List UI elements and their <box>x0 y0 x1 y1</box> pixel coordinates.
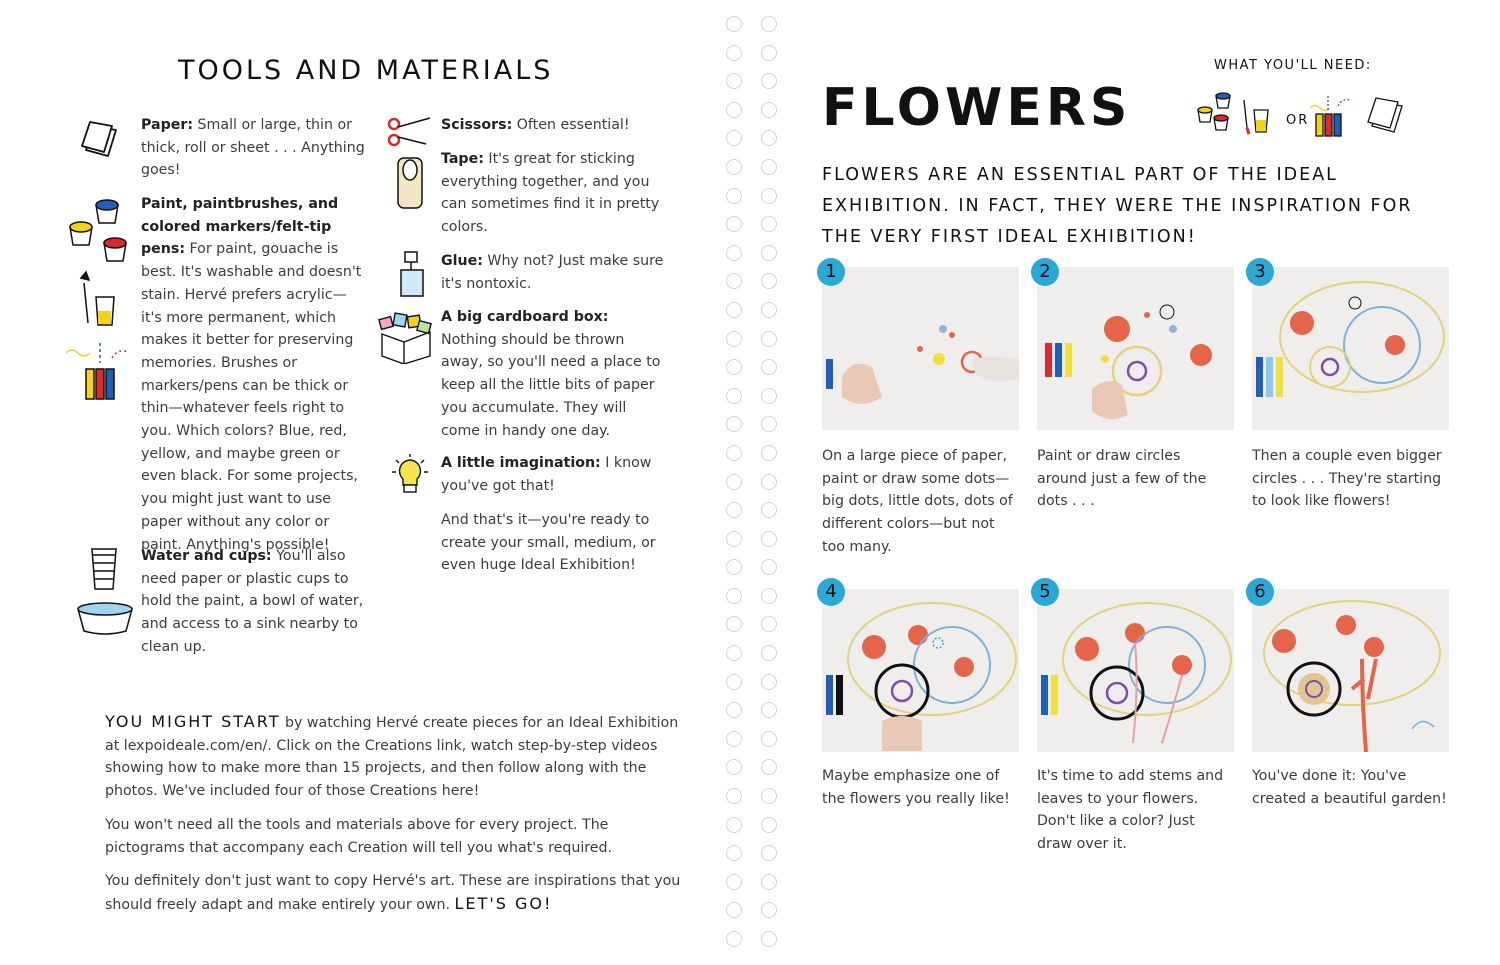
material-glue-text: Glue: Why not? Just make sure it's nontoxic. <box>441 253 664 292</box>
step-5-badge: 5 <box>1031 578 1059 606</box>
glue-icon <box>396 250 428 298</box>
copy-paragraph: You definitely don't just want to copy Hervé's art. These are inspirations that you should freely adapt and make entirely your own. LET'S GO! <box>105 873 681 913</box>
step-5-illustration <box>1037 589 1234 752</box>
lets-go: LET'S GO! <box>454 893 553 913</box>
step-1-caption: On a large piece of paper, paint or draw some dots—big dots, little dots, dots of different colors—but not too many. <box>822 448 1013 555</box>
step-4-caption: Maybe emphasize one of the flowers you really like! <box>822 768 1010 807</box>
flowers-title: FLOWERS <box>822 78 1132 138</box>
material-paper-text: Paper: Small or large, thin or thick, roll or sheet . . . Anything goes! <box>141 117 365 179</box>
start-heading: YOU MIGHT START <box>105 712 281 731</box>
or-label: OR <box>1286 113 1310 128</box>
step-5-caption: It's time to add stems and leaves to your flowers. Don't like a color? Just draw over it. <box>1037 768 1224 853</box>
step-4-photo <box>822 589 1019 752</box>
step-2-illustration <box>1037 267 1234 430</box>
material-paint-text: Paint, paintbrushes, and colored markers/felt-tip pens: For paint, gouache is best. It's washable and doesn't stain. Hervé prefers acrylic—it's more permanent, which makes it better for preserving memories. Brushes or markers/pens can be thick or thin—whatever feels right to you. Which colors? Blue, red, yellow, and maybe green or even black. For some projects, you might just want to use paper without any color or paint. Anything's possible! <box>141 196 362 553</box>
step-1-illustration <box>822 267 1019 430</box>
pictograms-paragraph: You won't need all the tools and materials above for every project. The pictograms that accompany each Creation will tell you what's required. <box>105 816 613 856</box>
step-3-badge: 3 <box>1246 258 1274 286</box>
step-6-caption: You've done it: You've created a beautiful garden! <box>1252 768 1447 807</box>
step-6-photo <box>1252 589 1449 752</box>
step-1-photo <box>822 267 1019 430</box>
material-tape-text: Tape: It's great for sticking everything together, and you can sometimes find it in pretty colors. <box>441 151 660 236</box>
start-paragraph: YOU MIGHT START by watching Hervé create pieces for an Ideal Exhibition at lexpoideale.com/en/. Click on the Creations link, watch step-by-step videos showing how to make more than 15 projects, and then follow along with the photos. We've included four of those Creations here! <box>105 712 679 800</box>
step-6-illustration <box>1252 589 1449 752</box>
paper-stack-icon <box>80 116 120 160</box>
tools-title: TOOLS AND MATERIALS <box>178 55 554 86</box>
markers-paper-icon <box>1310 92 1410 140</box>
cups-bowl-icon <box>74 545 136 640</box>
start-section <box>105 711 690 928</box>
step-2-photo <box>1037 267 1234 430</box>
binding-rings-left <box>726 16 742 960</box>
step-2-badge: 2 <box>1031 258 1059 286</box>
material-imagination-text: A little imagination: I know you've got that! <box>441 455 652 494</box>
material-scissors-text: Scissors: Often essential! <box>441 117 630 133</box>
paint-pots-icon <box>66 193 136 413</box>
step-2-caption: Paint or draw circles around just a few of the dots . . . <box>1037 448 1207 510</box>
tape-roll-icon <box>394 152 428 214</box>
binding-rings-right <box>761 16 777 960</box>
scissors-icon <box>386 114 432 148</box>
material-box-text: A big cardboard box: Nothing should be thrown away, so you'll need a place to keep all the little bits of paper you accumulate. They will come in handy one day. <box>441 309 661 439</box>
step-3-illustration <box>1252 267 1449 430</box>
cardboard-box-icon <box>374 312 436 364</box>
need-label: WHAT YOU'LL NEED: <box>1214 58 1372 73</box>
flowers-intro: FLOWERS ARE AN ESSENTIAL PART OF THE IDEAL EXHIBITION. IN FACT, THEY WERE THE INSPIRATION FOR THE VERY FIRST IDEAL EXHIBITION! <box>822 165 1413 247</box>
closing-text: And that's it—you're ready to create your small, medium, or even huge Ideal Exhibition! <box>441 512 656 574</box>
step-5-photo <box>1037 589 1234 752</box>
material-water-text: Water and cups: You'll also need paper or plastic cups to hold the paint, a bowl of water, and access to a sink nearby to clean up. <box>141 548 364 655</box>
step-3-caption: Then a couple even bigger circles . . . They're starting to look like flowers! <box>1252 448 1442 510</box>
step-4-illustration <box>822 589 1019 752</box>
step-4-badge: 4 <box>817 578 845 606</box>
step-1-badge: 1 <box>817 258 845 286</box>
step-6-badge: 6 <box>1246 578 1274 606</box>
lightbulb-icon <box>390 452 430 498</box>
step-3-photo <box>1252 267 1449 430</box>
paint-supplies-icon <box>1196 92 1276 138</box>
